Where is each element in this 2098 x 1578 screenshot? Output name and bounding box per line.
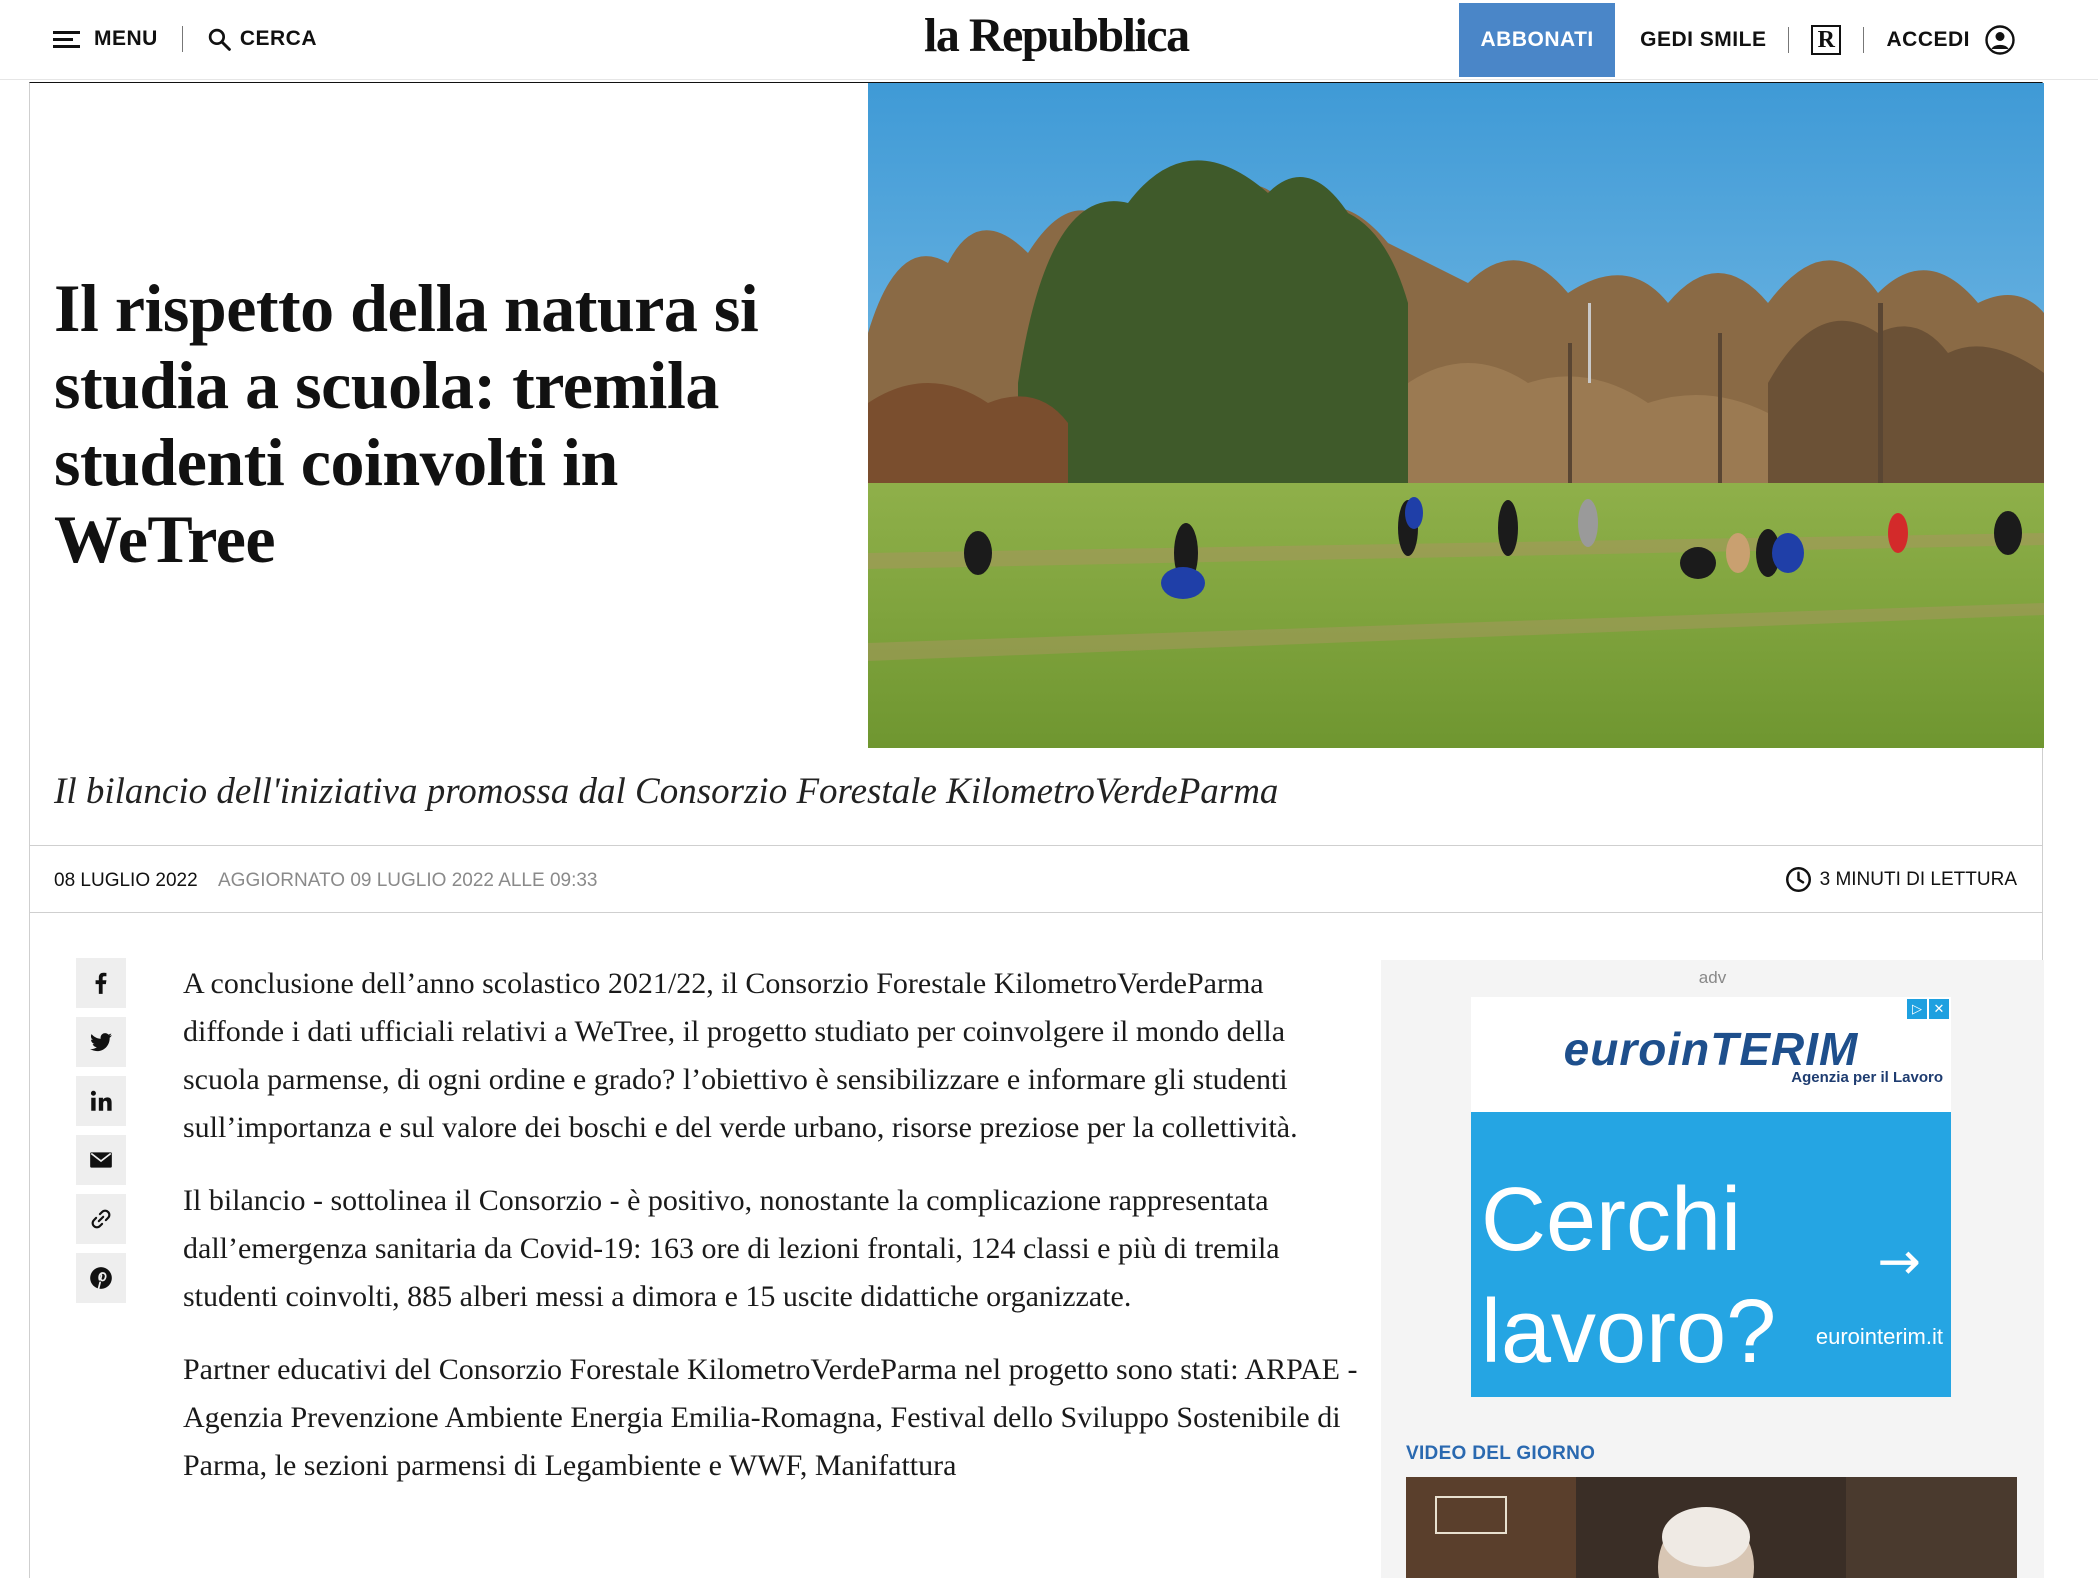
article-body xyxy=(183,960,1363,1515)
hamburger-icon xyxy=(53,29,80,49)
video-thumbnail[interactable] xyxy=(1406,1477,2017,1578)
divider xyxy=(182,26,183,52)
share-pinterest-button[interactable] xyxy=(76,1253,126,1303)
advertisement-banner[interactable] xyxy=(1471,997,1951,1397)
share-linkedin-button[interactable] xyxy=(76,1076,126,1126)
search-label: CERCA xyxy=(239,27,318,50)
updated-date: AGGIORNATO 09 LUGLIO 2022 ALLE 09:33 xyxy=(218,870,598,891)
gedi-smile-link[interactable]: GEDI SMILE xyxy=(1640,28,1767,51)
ad-info-icon[interactable]: ▷ xyxy=(1907,999,1927,1019)
hero-image xyxy=(868,83,2044,748)
ad-brand-logo: euroinTERIM xyxy=(1563,1023,1859,1075)
menu-button[interactable] xyxy=(53,27,158,51)
nav-right-group xyxy=(1459,3,2016,77)
video-thumbnail-image xyxy=(1406,1477,2017,1578)
repubblica-r-icon[interactable]: R xyxy=(1811,25,1841,55)
reading-time-label: 3 MINUTI DI LETTURA xyxy=(1819,868,2017,890)
login-label: ACCEDI xyxy=(1886,28,1970,51)
search-icon xyxy=(207,27,232,52)
ad-controls xyxy=(1905,999,1949,1019)
link-icon xyxy=(88,1206,114,1232)
article-paragraph: Il bilancio - sottolinea il Consorzio - è positivo, nonostante la complicazione rappresentata dall’emergenza sanitaria da Covid-19: 163 ore di lezioni frontali, 124 classi e più di tremila studenti coinvolti, 885 alberi messi a dimora e 15 uscite didattiche organizzate. xyxy=(183,1184,1280,1313)
login-button[interactable] xyxy=(1886,24,2016,56)
article-title: Il rispetto della natura si studia a scuola: tremila studenti coinvolti in WeTree xyxy=(54,270,759,577)
article-meta-bar xyxy=(29,845,2043,913)
copy-link-button[interactable] xyxy=(76,1194,126,1244)
user-account-icon xyxy=(1984,24,2016,56)
nav-left-group xyxy=(53,22,317,56)
clock-icon xyxy=(1785,866,1812,893)
divider xyxy=(1788,27,1789,53)
article-paragraph: A conclusione dell’anno scolastico 2021/22, il Consorzio Forestale KilometroVerdeParma diffonde i dati ufficiali relativi a WeTree, il progetto studiato per coinvolgere il mondo della scuola parmense, di ogni ordine e grado? l’obiettivo è sensibilizzare e informare gli studenti sull’importanza e sul valore dei boschi e del verde urbano, risorse preziose per la collettività. xyxy=(183,967,1298,1144)
video-of-the-day-heading: VIDEO DEL GIORNO xyxy=(1406,1443,1596,1464)
ad-body xyxy=(1471,1112,1951,1397)
share-twitter-button[interactable] xyxy=(76,1017,126,1067)
top-navigation-bar xyxy=(0,0,2098,80)
ad-headline: Cerchi lavoro? xyxy=(1481,1170,1777,1382)
publish-date: 08 LUGLIO 2022 xyxy=(54,870,198,891)
pinterest-icon xyxy=(88,1265,114,1291)
facebook-icon xyxy=(88,970,114,996)
adv-label: adv xyxy=(1698,968,1727,987)
menu-label: MENU xyxy=(94,27,158,50)
arrow-right-icon: → xyxy=(1877,1232,1921,1292)
divider xyxy=(1863,27,1864,53)
email-icon xyxy=(88,1147,114,1173)
site-logo[interactable]: la Repubblica xyxy=(924,9,1189,62)
students-planting-trees-photo xyxy=(868,83,2044,748)
search-button[interactable] xyxy=(207,27,317,52)
article-paragraph: Partner educativi del Consorzio Forestale KilometroVerdeParma nel progetto sono stati: ARPAE - Agenzia Prevenzione Ambiente Energia Emilia-Romagna, Festival dello Sviluppo Sostenibile di Parma, le sezioni parmensi di Legambiente e WWF, Manifattura xyxy=(183,1353,1358,1482)
twitter-icon xyxy=(88,1029,114,1055)
article-subtitle: Il bilancio dell'iniziativa promossa dal Consorzio Forestale KilometroVerdeParma xyxy=(54,771,1279,812)
sidebar xyxy=(1381,960,2044,1578)
ad-url: eurointerim.it xyxy=(1815,1324,1943,1349)
ad-tagline: Agenzia per il Lavoro xyxy=(1791,1069,1943,1086)
ad-close-icon[interactable]: ✕ xyxy=(1929,999,1949,1019)
linkedin-icon xyxy=(88,1088,114,1114)
ad-brand-area xyxy=(1471,997,1951,1112)
share-facebook-button[interactable] xyxy=(76,958,126,1008)
share-toolbar xyxy=(76,958,126,1312)
share-email-button[interactable] xyxy=(76,1135,126,1185)
reading-time xyxy=(1785,866,2017,893)
subscribe-button[interactable]: ABBONATI xyxy=(1459,3,1615,77)
